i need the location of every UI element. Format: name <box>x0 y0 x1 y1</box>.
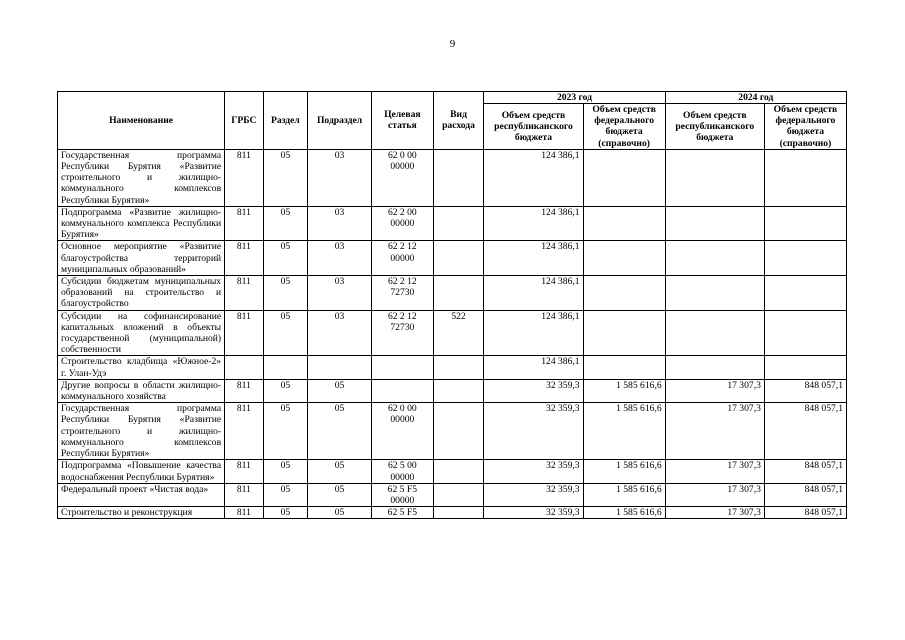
row-republican-2024: 17 307,3 <box>665 379 764 402</box>
row-subsection: 03 <box>308 310 372 356</box>
row-expense-type <box>433 241 484 276</box>
row-grbs <box>225 356 263 379</box>
row-subsection: 03 <box>308 149 372 206</box>
row-federal-2023 <box>583 356 665 379</box>
row-grbs: 811 <box>225 310 263 356</box>
row-federal-2023: 1 585 616,6 <box>583 379 665 402</box>
row-federal-2024 <box>764 310 846 356</box>
table-header <box>58 92 847 150</box>
row-republican-2023: 124 386,1 <box>484 310 583 356</box>
row-section: 05 <box>263 483 308 506</box>
row-name: Подпрограмма «Повышение качества водоснабжения Республики Бурятия» <box>58 460 225 483</box>
row-target-article: 62 2 00 00000 <box>371 206 433 241</box>
row-federal-2024 <box>764 356 846 379</box>
row-expense-type <box>433 206 484 241</box>
row-target-article: 62 2 12 00000 <box>371 241 433 276</box>
row-federal-2024: 848 057,1 <box>764 403 846 460</box>
row-grbs: 811 <box>225 149 263 206</box>
row-section: 05 <box>263 276 308 311</box>
header-year-2023: 2023 год <box>484 92 665 104</box>
table-row <box>58 241 847 276</box>
row-republican-2024: 17 307,3 <box>665 403 764 460</box>
row-republican-2024: 17 307,3 <box>665 483 764 506</box>
row-expense-type <box>433 356 484 379</box>
row-name: Строительство кладбища «Южное-2» г. Улан-Удэ <box>58 356 225 379</box>
row-name: Государственная программа Республики Бурятия «Развитие строительного и жилищно-коммунального комплексов Республики Бурятия» <box>58 403 225 460</box>
row-federal-2023 <box>583 206 665 241</box>
table-row <box>58 460 847 483</box>
row-expense-type <box>433 149 484 206</box>
row-name: Федеральный проект «Чистая вода» <box>58 483 225 506</box>
row-section: 05 <box>263 460 308 483</box>
row-federal-2023: 1 585 616,6 <box>583 460 665 483</box>
header-name: Наименование <box>58 92 225 150</box>
row-target-article: 62 2 12 72730 <box>371 310 433 356</box>
row-grbs: 811 <box>225 460 263 483</box>
row-republican-2023: 32 359,3 <box>484 483 583 506</box>
table-row <box>58 483 847 506</box>
row-section: 05 <box>263 310 308 356</box>
row-republican-2023: 124 386,1 <box>484 149 583 206</box>
row-republican-2024 <box>665 310 764 356</box>
row-name: Подпрограмма «Развитие жилищно-коммунального комплекса Республики Бурятия» <box>58 206 225 241</box>
row-republican-2023: 124 386,1 <box>484 276 583 311</box>
row-subsection <box>308 356 372 379</box>
row-target-article: 62 2 12 72730 <box>371 276 433 311</box>
budget-table <box>57 91 847 519</box>
row-target-article: 62 0 00 00000 <box>371 149 433 206</box>
row-republican-2024: 17 307,3 <box>665 507 764 519</box>
row-grbs: 811 <box>225 507 263 519</box>
row-subsection: 03 <box>308 241 372 276</box>
row-grbs: 811 <box>225 276 263 311</box>
row-section <box>263 356 308 379</box>
row-federal-2023 <box>583 149 665 206</box>
row-target-article: 62 5 F5 <box>371 507 433 519</box>
header-republican-2024: Объем средств республиканского бюджета <box>665 104 764 150</box>
row-federal-2024 <box>764 149 846 206</box>
header-federal-2024: Объем средств федерального бюджета (справочно) <box>764 104 846 150</box>
header-section: Раздел <box>263 92 308 150</box>
page-number: 9 <box>449 38 456 50</box>
row-republican-2024: 17 307,3 <box>665 460 764 483</box>
row-section: 05 <box>263 206 308 241</box>
row-republican-2023: 32 359,3 <box>484 507 583 519</box>
row-republican-2023: 124 386,1 <box>484 241 583 276</box>
row-republican-2024 <box>665 356 764 379</box>
row-grbs: 811 <box>225 483 263 506</box>
row-republican-2023: 32 359,3 <box>484 403 583 460</box>
row-section: 05 <box>263 241 308 276</box>
row-federal-2023 <box>583 276 665 311</box>
table-row <box>58 507 847 519</box>
row-subsection: 05 <box>308 460 372 483</box>
header-grbs: ГРБС <box>225 92 263 150</box>
header-republican-2023: Объем средств республиканского бюджета <box>484 104 583 150</box>
row-expense-type <box>433 379 484 402</box>
row-republican-2023: 124 386,1 <box>484 356 583 379</box>
row-section: 05 <box>263 507 308 519</box>
header-expense-type: Вид расхода <box>433 92 484 150</box>
row-federal-2024: 848 057,1 <box>764 460 846 483</box>
row-name: Государственная программа Республики Бурятия «Развитие строительного и жилищно-коммунального комплексов Республики Бурятия» <box>58 149 225 206</box>
row-target-article <box>371 356 433 379</box>
row-name: Субсидии на софинансирование капитальных вложений в объекты государственной (муниципальной) собственности <box>58 310 225 356</box>
row-name: Строительство и реконструкция <box>58 507 225 519</box>
table-row <box>58 379 847 402</box>
row-name: Другие вопросы в области жилищно-коммунального хозяйства <box>58 379 225 402</box>
row-federal-2023 <box>583 241 665 276</box>
row-republican-2023: 32 359,3 <box>484 460 583 483</box>
row-federal-2024: 848 057,1 <box>764 379 846 402</box>
row-subsection: 03 <box>308 206 372 241</box>
row-name: Субсидии бюджетам муниципальных образований на строительство и благоустройство <box>58 276 225 311</box>
row-expense-type: 522 <box>433 310 484 356</box>
table-body <box>58 149 847 519</box>
row-federal-2024: 848 057,1 <box>764 507 846 519</box>
row-section: 05 <box>263 379 308 402</box>
row-expense-type <box>433 276 484 311</box>
table-row <box>58 310 847 356</box>
row-target-article: 62 0 00 00000 <box>371 403 433 460</box>
row-expense-type <box>433 483 484 506</box>
row-subsection: 05 <box>308 403 372 460</box>
row-federal-2024: 848 057,1 <box>764 483 846 506</box>
row-republican-2024 <box>665 241 764 276</box>
row-grbs: 811 <box>225 403 263 460</box>
row-federal-2023: 1 585 616,6 <box>583 403 665 460</box>
row-grbs: 811 <box>225 379 263 402</box>
row-republican-2024 <box>665 276 764 311</box>
table-row <box>58 149 847 206</box>
row-grbs: 811 <box>225 206 263 241</box>
row-expense-type <box>433 403 484 460</box>
table-row <box>58 356 847 379</box>
row-section: 05 <box>263 403 308 460</box>
row-federal-2024 <box>764 276 846 311</box>
header-year-2024: 2024 год <box>665 92 846 104</box>
table-row <box>58 206 847 241</box>
row-subsection: 03 <box>308 276 372 311</box>
table-row <box>58 276 847 311</box>
row-republican-2024 <box>665 149 764 206</box>
row-federal-2024 <box>764 241 846 276</box>
row-republican-2023: 124 386,1 <box>484 206 583 241</box>
row-federal-2023: 1 585 616,6 <box>583 483 665 506</box>
row-target-article <box>371 379 433 402</box>
row-target-article: 62 5 00 00000 <box>371 460 433 483</box>
row-subsection: 05 <box>308 379 372 402</box>
row-republican-2024 <box>665 206 764 241</box>
row-federal-2023: 1 585 616,6 <box>583 507 665 519</box>
row-expense-type <box>433 507 484 519</box>
row-subsection: 05 <box>308 507 372 519</box>
row-expense-type <box>433 460 484 483</box>
table-row <box>58 403 847 460</box>
row-grbs: 811 <box>225 241 263 276</box>
row-federal-2024 <box>764 206 846 241</box>
header-federal-2023: Объем средств федерального бюджета (справочно) <box>583 104 665 150</box>
row-republican-2023: 32 359,3 <box>484 379 583 402</box>
row-subsection: 05 <box>308 483 372 506</box>
row-section: 05 <box>263 149 308 206</box>
header-target-article: Целевая статья <box>371 92 433 150</box>
row-target-article: 62 5 F5 00000 <box>371 483 433 506</box>
row-name: Основное мероприятие «Развитие благоустройства территорий муниципальных образований» <box>58 241 225 276</box>
header-subsection: Подраздел <box>308 92 372 150</box>
row-federal-2023 <box>583 310 665 356</box>
